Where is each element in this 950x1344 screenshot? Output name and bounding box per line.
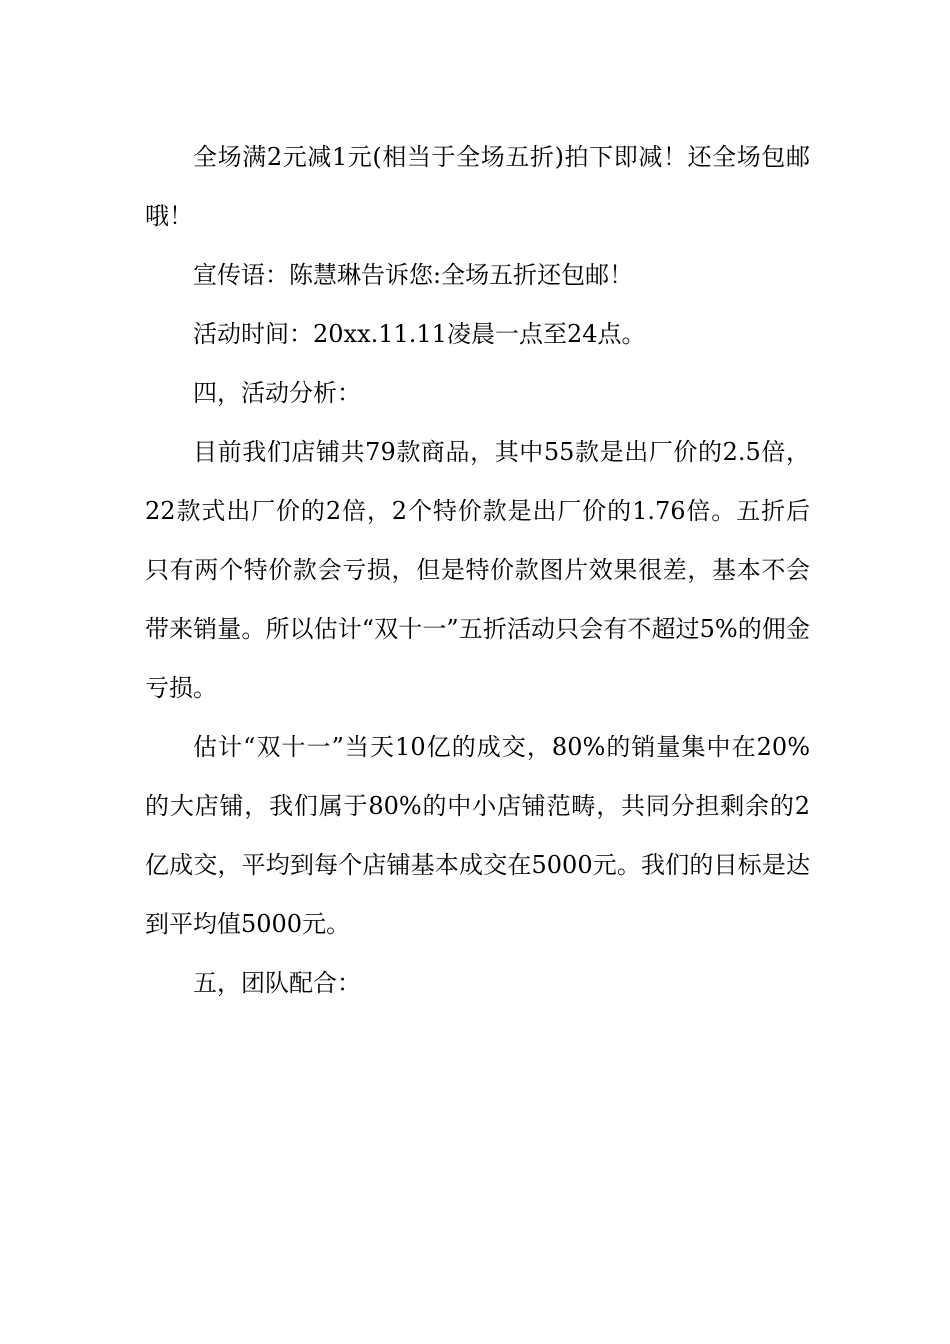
paragraph-slogan: 宣传语：陈慧琳告诉您:全场五折还包邮！ <box>193 261 634 289</box>
paragraph-analysis-products: 目前我们店铺共79款商品，其中55款是出厂价的2.5倍，22款式出厂价的2倍，2个特价款是出厂价的1.76倍。五折后只有两个特价款会亏损，但是特价款图片效果很差，基本不会带来销量。所以估计“双十一”五折活动只会有不超过5%的佣金亏损。 <box>145 438 810 702</box>
section-heading-team: 五，团队配合： <box>193 969 361 997</box>
section-heading-analysis: 四，活动分析： <box>193 379 361 407</box>
paragraph-event-time: 活动时间：20xx.11.11凌晨一点至24点。 <box>193 320 646 348</box>
paragraph-analysis-sales: 估计“双十一”当天10亿的成交，80%的销量集中在20%的大店铺，我们属于80%的中小店铺范畴，共同分担剩余的2亿成交，平均到每个店铺基本成交在5000元。我们的目标是达到平均值5000元。 <box>145 733 810 938</box>
paragraph-promotion: 全场满2元减1元(相当于全场五折)拍下即减！还全场包邮哦！ <box>145 143 810 230</box>
document-body <box>145 128 810 1013</box>
